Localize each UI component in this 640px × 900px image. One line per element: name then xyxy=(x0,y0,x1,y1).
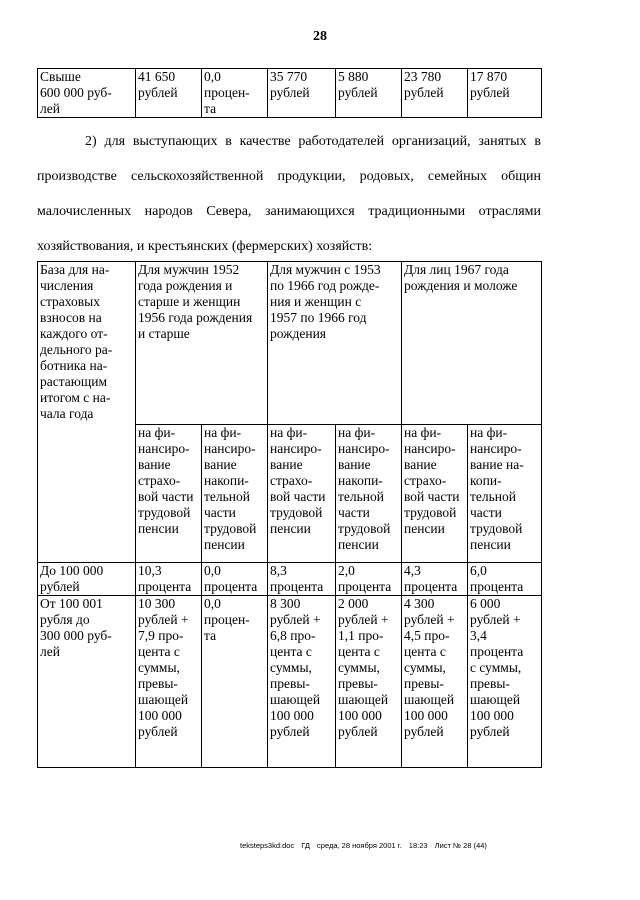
subheader-cell: на фи- нансиро- вание накопи- тельной части трудовой пенсии xyxy=(202,425,268,563)
table-cell: 10,3 процента xyxy=(136,563,202,596)
body-paragraph xyxy=(37,124,541,264)
table-cell: 6 000 рублей + 3,4 процента с суммы, превы- шающей 100 000 рублей xyxy=(468,596,542,768)
table-cell: 8 300 рублей + 6,8 про- цента с суммы, превы- шающей 100 000 рублей xyxy=(268,596,336,768)
footer-initials: ГД xyxy=(301,841,310,850)
footer-date: среда, 28 ноября 2001 г. xyxy=(317,841,402,850)
top-table xyxy=(37,68,542,118)
table-cell: 10 300 рублей + 7,9 про- цента с суммы, превы- шающей 100 000 рублей xyxy=(136,596,202,768)
page-number: 28 xyxy=(313,29,327,44)
document-footer xyxy=(240,841,492,850)
table-cell: 0,0 процента xyxy=(202,563,268,596)
table-cell: 0,0 процен- та xyxy=(202,69,268,118)
table-cell: 0,0 процен- та xyxy=(202,596,268,768)
table-cell: 4,3 процента xyxy=(402,563,468,596)
table-row xyxy=(38,69,542,118)
table-cell: 6,0 процента xyxy=(468,563,542,596)
paragraph-line: 2) для выступающих в качестве работодателей организаций, занятых в xyxy=(85,134,541,149)
table-cell: 35 770 рублей xyxy=(268,69,336,118)
table-cell: Свыше 600 000 руб- лей xyxy=(38,69,136,118)
paragraph-line: хозяйствования, и крестьянских (фермерских) хозяйств: xyxy=(37,239,373,254)
footer-filename: teksteps3kd.doc xyxy=(240,841,295,850)
table-cell: От 100 001 рубля до 300 000 руб- лей xyxy=(38,596,136,768)
table-cell: 2,0 процента xyxy=(336,563,402,596)
group-header-cell: Для мужчин 1952 года рождения и старше и женщин 1956 года рождения и старше xyxy=(136,262,268,425)
group-header-cell: Для мужчин с 1953 по 1966 год рожде- ния и женщин с 1957 по 1966 год рождения xyxy=(268,262,402,425)
base-header-cell: База для на- числения страховых взносов на каждого от- дельного ра- ботника на- растающим итогом с на- чала года xyxy=(38,262,136,563)
paragraph-line: производстве сельскохозяйственной продукции, родовых, семейных общин xyxy=(37,169,541,184)
footer-sheet: Лист № 28 (44) xyxy=(434,841,487,850)
table-cell: До 100 000 рублей xyxy=(38,563,136,596)
group-header-cell: Для лиц 1967 года рождения и моложе xyxy=(402,262,542,425)
subheader-cell: на фи- нансиро- вание на- копи- тельной части трудовой пенсии xyxy=(468,425,542,563)
subheader-cell: на фи- нансиро- вание страхо- вой части трудовой пенсии xyxy=(402,425,468,563)
table-header-row xyxy=(38,262,542,425)
table-cell: 4 300 рублей + 4,5 про- цента с суммы, превы- шающей 100 000 рублей xyxy=(402,596,468,768)
table-cell: 41 650 рублей xyxy=(136,69,202,118)
table-row xyxy=(38,596,542,768)
table-cell: 17 870 рублей xyxy=(468,69,542,118)
table-cell: 2 000 рублей + 1,1 про- цента с суммы, превы- шающей 100 000 рублей xyxy=(336,596,402,768)
paragraph-line: малочисленных народов Севера, занимающихся традиционными отраслями xyxy=(37,204,541,219)
table-cell: 23 780 рублей xyxy=(402,69,468,118)
table-cell: 8,3 процента xyxy=(268,563,336,596)
table-row xyxy=(38,563,542,596)
footer-time: 18:23 xyxy=(408,841,428,850)
subheader-cell: на фи- нансиро- вание страхо- вой части трудовой пенсии xyxy=(268,425,336,563)
subheader-cell: на фи- нансиро- вание страхо- вой части трудовой пенсии xyxy=(136,425,202,563)
table-cell: 5 880 рублей xyxy=(336,69,402,118)
subheader-cell: на фи- нансиро- вание накопи- тельной части трудовой пенсии xyxy=(336,425,402,563)
contribution-rates-table xyxy=(37,261,542,768)
